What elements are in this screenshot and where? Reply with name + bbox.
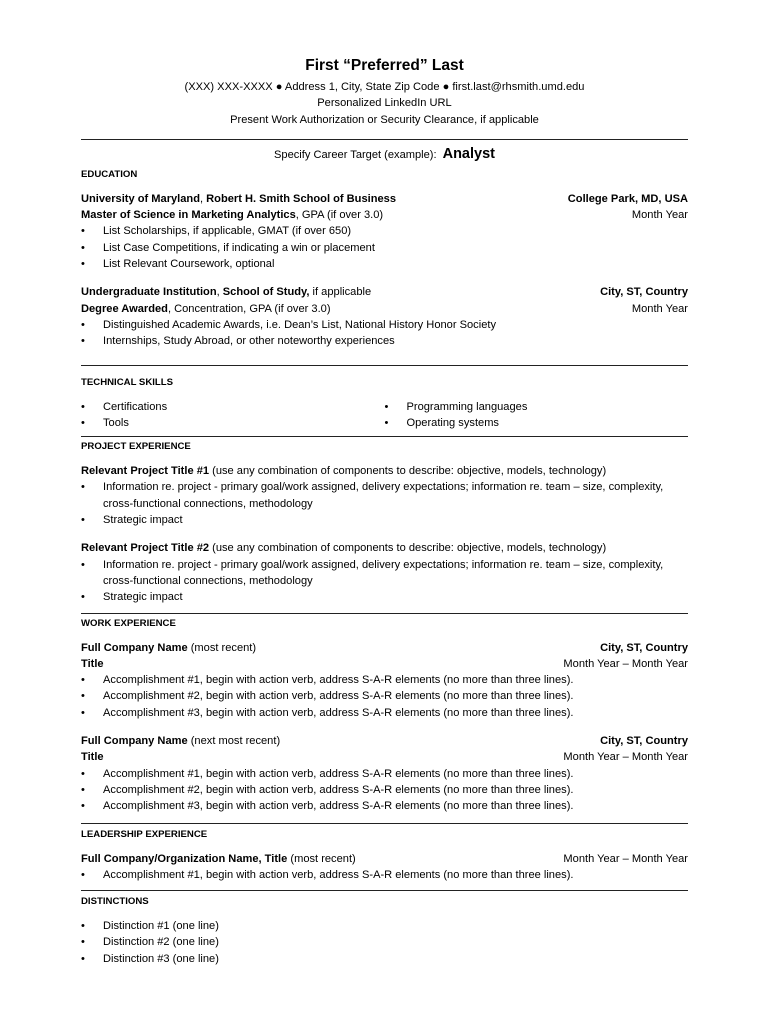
list-item: • Internships, Study Abroad, or other noteworthy experiences: [81, 333, 688, 349]
list-item: • Certifications: [81, 399, 385, 415]
work-experience-section: [81, 617, 688, 815]
project-title: Relevant Project Title #2 (use any combination of components to describe: objective, models, technology): [81, 542, 607, 555]
graduation-date: Month Year: [631, 302, 688, 315]
leadership-section: [81, 828, 688, 884]
job-dates: Month Year – Month Year: [563, 751, 688, 764]
organization-name: Full Company/Organization Name, Title (most recent): [81, 852, 356, 865]
job-entry: [81, 640, 688, 721]
project-title: Relevant Project Title #1 (use any combination of components to describe: objective, models, technology): [81, 465, 607, 478]
list-item: • Distinguished Academic Awards, i.e. Dean’s List, National History Honor Society: [81, 317, 688, 333]
list-item: • Distinction #2 (one line): [81, 934, 688, 950]
education-section: [81, 168, 688, 350]
section-divider: [81, 365, 688, 366]
project-entry: [81, 540, 688, 605]
list-item: • Accomplishment #2, begin with action verb, address S-A-R elements (no more than three lines).: [81, 688, 688, 704]
project-bullets: [81, 557, 688, 606]
career-target: [81, 146, 688, 166]
list-item: • Tools: [81, 415, 385, 431]
list-item: • Strategic impact: [81, 589, 688, 605]
project-entry: [81, 463, 688, 528]
project-experience-section: [81, 440, 688, 605]
school-name: Undergraduate Institution, School of Study, if applicable: [81, 286, 372, 299]
section-title-work: WORK EXPERIENCE: [81, 617, 176, 629]
degree-name: Master of Science in Marketing Analytics, GPA (if over 3.0): [81, 209, 384, 222]
section-title-projects: PROJECT EXPERIENCE: [81, 441, 191, 453]
list-item: • List Scholarships, if applicable, GMAT (if over 650): [81, 223, 688, 239]
section-divider: [81, 823, 688, 824]
list-item: • List Case Competitions, if indicating a win or placement: [81, 240, 688, 256]
section-divider: [81, 436, 688, 437]
project-bullets: [81, 479, 688, 528]
skills-columns: [81, 399, 688, 432]
section-divider: [81, 890, 688, 891]
section-divider: [81, 613, 688, 614]
candidate-name: First “Preferred” Last: [305, 57, 464, 74]
career-target-label: Specify Career Target (example):: [274, 148, 437, 161]
list-item: • Distinction #1 (one line): [81, 918, 688, 934]
job-entry: [81, 733, 688, 814]
leadership-bullets: [81, 867, 688, 883]
list-item: • Accomplishment #1, begin with action verb, address S-A-R elements (no more than three lines).: [81, 672, 688, 688]
job-dates: Month Year – Month Year: [563, 657, 688, 670]
school-location: City, ST, Country: [600, 286, 688, 299]
job-location: City, ST, Country: [600, 735, 688, 748]
list-item: • Information re. project - primary goal/work assigned, delivery expectations; information re. team – size, complexity, cross-functional connections, methodology: [81, 557, 688, 590]
education-bullets: [81, 317, 688, 350]
education-bullets: [81, 223, 688, 272]
job-title: Title: [81, 751, 104, 764]
distinctions-bullets: [81, 918, 688, 967]
linkedin-line: Personalized LinkedIn URL: [317, 97, 452, 110]
section-title-education: EDUCATION: [81, 168, 138, 180]
skills-right-list: [385, 399, 689, 432]
list-item: • Accomplishment #3, begin with action verb, address S-A-R elements (no more than three lines).: [81, 705, 688, 721]
school-name: University of Maryland, Robert H. Smith School of Business: [81, 192, 397, 205]
job-title: Title: [81, 657, 104, 670]
authorization-line: Present Work Authorization or Security Clearance, if applicable: [230, 113, 539, 126]
list-item: • Strategic impact: [81, 512, 688, 528]
distinctions-section: [81, 895, 688, 967]
company-name: Full Company Name (next most recent): [81, 735, 281, 748]
technical-skills-section: [81, 376, 688, 432]
list-item: • Information re. project - primary goal/work assigned, delivery expectations; information re. team – size, complexity, cross-functional connections, methodology: [81, 479, 688, 512]
school-location: College Park, MD, USA: [567, 192, 688, 205]
education-entry: [81, 191, 688, 272]
list-item: • Programming languages: [385, 399, 689, 415]
list-item: • Accomplishment #1, begin with action verb, address S-A-R elements (no more than three lines).: [81, 867, 688, 883]
skills-left-list: [81, 399, 385, 432]
job-bullets: [81, 766, 688, 815]
contact-line: (XXX) XXX-XXXX ● Address 1, City, State Zip Code ● first.last@rhsmith.umd.edu: [184, 81, 585, 93]
degree-name: Degree Awarded, Concentration, GPA (if over 3.0): [81, 302, 331, 315]
list-item: • Distinction #3 (one line): [81, 951, 688, 967]
job-location: City, ST, Country: [600, 641, 688, 654]
career-target-value: Analyst: [442, 145, 495, 162]
leadership-dates: Month Year – Month Year: [563, 852, 688, 865]
section-title-distinctions: DISTINCTIONS: [81, 896, 149, 908]
graduation-date: Month Year: [631, 209, 688, 222]
section-title-leadership: LEADERSHIP EXPERIENCE: [81, 828, 208, 840]
list-item: • Accomplishment #3, begin with action verb, address S-A-R elements (no more than three lines).: [81, 798, 688, 814]
education-entry: [81, 284, 688, 349]
list-item: • Accomplishment #1, begin with action verb, address S-A-R elements (no more than three lines).: [81, 766, 688, 782]
list-item: • List Relevant Coursework, optional: [81, 256, 688, 272]
job-bullets: [81, 672, 688, 721]
header-divider: [81, 139, 688, 140]
resume-header: [81, 56, 688, 128]
company-name: Full Company Name (most recent): [81, 641, 257, 654]
list-item: • Operating systems: [385, 415, 689, 431]
list-item: • Accomplishment #2, begin with action verb, address S-A-R elements (no more than three lines).: [81, 782, 688, 798]
section-title-skills: TECHNICAL SKILLS: [81, 376, 174, 388]
